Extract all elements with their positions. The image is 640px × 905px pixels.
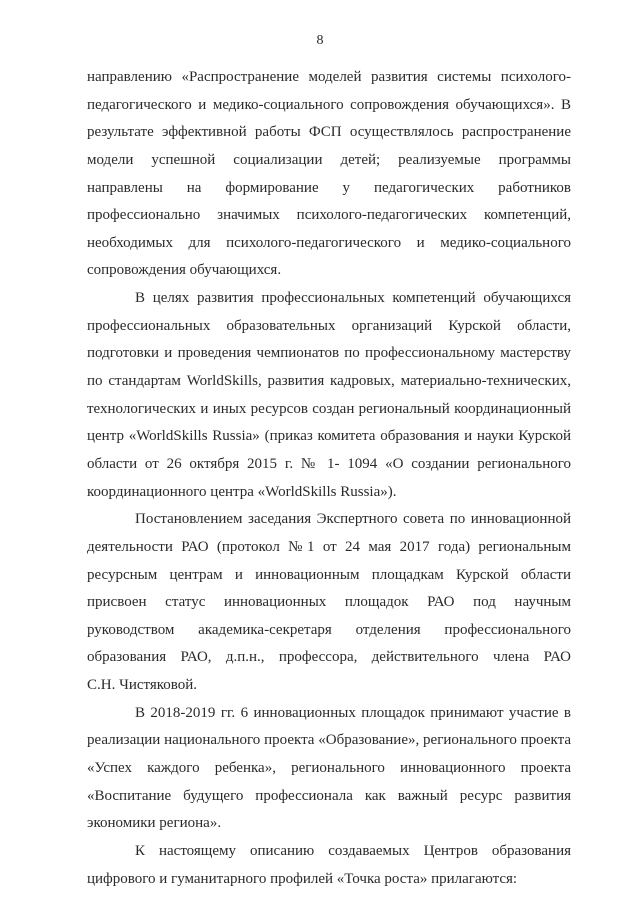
paragraph [87, 285, 571, 506]
paragraph [87, 700, 571, 838]
text-line: результате эффективной работы ФСП осуществлялось распространение [87, 124, 571, 141]
text-line: педагогического и медико-социального сопровождения обучающихся». В [87, 96, 571, 113]
text-line: К настоящему описанию создаваемых Центров образования [135, 842, 571, 859]
text-line: направлению «Распространение моделей развития системы психолого- [87, 69, 571, 85]
text-line: «Воспитание будущего профессионала как важный ресурс развития [87, 787, 571, 804]
text-line: «Успех каждого ребенка», регионального инновационного проекта [87, 760, 571, 777]
text-line: направлены на формирование у педагогических работников [87, 179, 571, 196]
text-line: сопровождения обучающихся. [87, 262, 282, 279]
page-number: 8 [316, 33, 324, 48]
text-line: присвоен статус инновационных площадок РАО под научным [87, 594, 571, 611]
text-line: деятельности РАО (протокол №1 от 24 мая 2017 года) региональным [87, 538, 571, 555]
text-line: модели успешной социализации детей; реализуемые программы [87, 151, 571, 168]
text-line: профессиональных образовательных организаций Курской области, [87, 317, 571, 334]
text-line: цифрового и гуманитарного профилей «Точка роста» прилагаются: [87, 870, 518, 887]
paragraph [87, 506, 571, 699]
text-line: экономики региона». [87, 815, 222, 832]
text-line: по стандартам WorldSkills, развития кадровых, материально-технических, [87, 373, 571, 390]
text-line: В 2018-2019 гг. 6 инновационных площадок принимают участие в [135, 704, 571, 721]
text-line: В целях развития профессиональных компетенций обучающихся [135, 290, 571, 307]
text-line: технологических и иных ресурсов создан региональный координационный [87, 400, 571, 417]
text-line: координационного центра «WorldSkills Russia»). [87, 483, 397, 500]
paragraph [87, 838, 571, 893]
text-line: подготовки и проведения чемпионатов по профессиональному мастерству [87, 345, 571, 362]
text-line: образования РАО, д.п.н., профессора, действительного члена РАО [87, 649, 571, 666]
document-body [87, 64, 571, 893]
text-line: Постановлением заседания Экспертного совета по инновационной [135, 511, 571, 528]
text-line: центр «WorldSkills Russia» (приказ комитета образования и науки Курской [87, 428, 571, 445]
text-line: необходимых для психолого-педагогического и медико-социального [87, 234, 571, 251]
text-line: С.Н. Чистяковой. [87, 677, 198, 694]
paragraph [87, 64, 571, 285]
text-line: ресурсным центрам и инновационным площадкам Курской области [87, 566, 571, 583]
text-line: руководством академика-секретаря отделения профессионального [87, 621, 571, 638]
text-line: реализации национального проекта «Образование», регионального проекта [87, 732, 571, 749]
text-line: профессионально значимых психолого-педагогических компетенций, [87, 207, 571, 224]
text-line: области от 26 октября 2015 г. № 1- 1094 «О создании регионального [87, 455, 571, 472]
